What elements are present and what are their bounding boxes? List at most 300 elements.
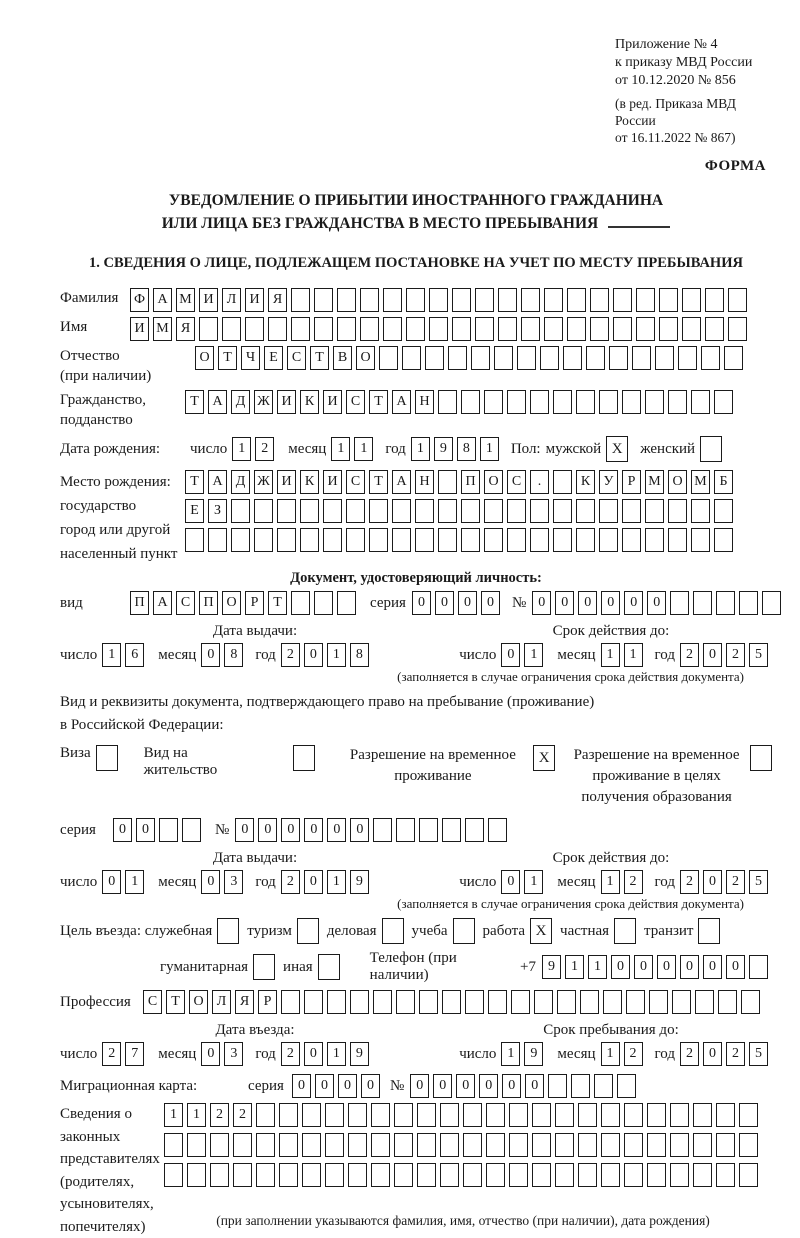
char-box[interactable] — [599, 499, 618, 523]
char-box[interactable] — [379, 346, 398, 370]
char-box[interactable] — [739, 591, 758, 615]
char-box[interactable] — [471, 346, 490, 370]
char-box[interactable] — [668, 390, 687, 414]
char-box[interactable] — [394, 1133, 413, 1157]
char-box[interactable] — [348, 1133, 367, 1157]
char-box[interactable]: С — [287, 346, 306, 370]
char-box[interactable]: 0 — [458, 591, 477, 615]
char-box[interactable] — [557, 990, 576, 1014]
char-box[interactable] — [360, 317, 379, 341]
char-box[interactable] — [509, 1103, 528, 1127]
char-box[interactable]: 2 — [255, 437, 274, 461]
char-box[interactable] — [693, 1163, 712, 1187]
char-box[interactable] — [609, 346, 628, 370]
char-box[interactable] — [245, 317, 264, 341]
char-box[interactable]: 1 — [327, 870, 346, 894]
char-box[interactable]: 0 — [315, 1074, 334, 1098]
char-box[interactable]: Т — [185, 470, 204, 494]
char-box[interactable]: 8 — [224, 643, 243, 667]
char-box[interactable]: Д — [231, 390, 250, 414]
char-box[interactable]: И — [277, 390, 296, 414]
char-box[interactable] — [465, 818, 484, 842]
char-box[interactable] — [645, 390, 664, 414]
char-box[interactable]: 0 — [634, 955, 653, 979]
char-box[interactable] — [448, 346, 467, 370]
char-box[interactable] — [159, 818, 178, 842]
char-box[interactable] — [511, 990, 530, 1014]
char-box[interactable] — [304, 990, 323, 1014]
char-box[interactable]: С — [346, 390, 365, 414]
char-box[interactable]: . — [530, 470, 549, 494]
char-box[interactable]: 1 — [624, 643, 643, 667]
char-box[interactable] — [705, 317, 724, 341]
char-box[interactable] — [484, 390, 503, 414]
char-box[interactable] — [655, 346, 674, 370]
char-box[interactable]: 1 — [411, 437, 430, 461]
char-box[interactable] — [668, 499, 687, 523]
char-box[interactable] — [325, 1133, 344, 1157]
tourism-checkbox[interactable] — [297, 918, 319, 944]
char-box[interactable] — [636, 288, 655, 312]
char-box[interactable]: 0 — [136, 818, 155, 842]
char-box[interactable]: И — [323, 470, 342, 494]
char-box[interactable]: 1 — [501, 1042, 520, 1066]
char-box[interactable]: 1 — [524, 870, 543, 894]
char-box[interactable] — [544, 317, 563, 341]
char-box[interactable] — [348, 1163, 367, 1187]
char-box[interactable] — [530, 390, 549, 414]
char-box[interactable]: 0 — [456, 1074, 475, 1098]
char-box[interactable]: 2 — [680, 870, 699, 894]
char-box[interactable]: 0 — [657, 955, 676, 979]
char-box[interactable] — [716, 1163, 735, 1187]
char-box[interactable]: С — [507, 470, 526, 494]
char-box[interactable] — [314, 591, 333, 615]
char-box[interactable]: 0 — [680, 955, 699, 979]
char-box[interactable]: О — [484, 470, 503, 494]
char-box[interactable]: 9 — [542, 955, 561, 979]
char-box[interactable] — [659, 317, 678, 341]
char-box[interactable] — [383, 288, 402, 312]
char-box[interactable]: И — [323, 390, 342, 414]
char-box[interactable] — [348, 1103, 367, 1127]
char-box[interactable] — [617, 1074, 636, 1098]
char-box[interactable] — [553, 390, 572, 414]
char-box[interactable] — [419, 990, 438, 1014]
char-box[interactable] — [277, 499, 296, 523]
char-box[interactable] — [415, 499, 434, 523]
char-box[interactable]: 0 — [304, 870, 323, 894]
char-box[interactable] — [578, 1133, 597, 1157]
char-box[interactable]: 0 — [601, 591, 620, 615]
char-box[interactable]: 5 — [749, 643, 768, 667]
char-box[interactable]: О — [195, 346, 214, 370]
char-box[interactable] — [716, 1103, 735, 1127]
char-box[interactable]: 2 — [726, 643, 745, 667]
char-box[interactable]: Р — [245, 591, 264, 615]
char-box[interactable]: 1 — [588, 955, 607, 979]
female-checkbox[interactable] — [700, 436, 722, 462]
char-box[interactable]: 9 — [434, 437, 453, 461]
char-box[interactable] — [670, 1133, 689, 1157]
char-box[interactable]: 1 — [354, 437, 373, 461]
char-box[interactable] — [182, 818, 201, 842]
official-checkbox[interactable] — [217, 918, 239, 944]
char-box[interactable] — [647, 1163, 666, 1187]
char-box[interactable]: О — [222, 591, 241, 615]
char-box[interactable] — [369, 499, 388, 523]
char-box[interactable] — [578, 1163, 597, 1187]
char-box[interactable]: 1 — [331, 437, 350, 461]
char-box[interactable] — [555, 1163, 574, 1187]
char-box[interactable] — [396, 990, 415, 1014]
char-box[interactable]: О — [189, 990, 208, 1014]
char-box[interactable]: М — [691, 470, 710, 494]
char-box[interactable] — [394, 1103, 413, 1127]
char-box[interactable] — [373, 818, 392, 842]
char-box[interactable] — [555, 1103, 574, 1127]
char-box[interactable] — [486, 1163, 505, 1187]
temp-residence-edu-checkbox[interactable] — [750, 745, 772, 771]
char-box[interactable] — [670, 1103, 689, 1127]
char-box[interactable] — [613, 317, 632, 341]
char-box[interactable] — [484, 528, 503, 552]
char-box[interactable]: О — [356, 346, 375, 370]
char-box[interactable] — [463, 1133, 482, 1157]
char-box[interactable]: Н — [415, 390, 434, 414]
char-box[interactable]: А — [208, 390, 227, 414]
char-box[interactable] — [498, 288, 517, 312]
char-box[interactable]: А — [392, 390, 411, 414]
char-box[interactable] — [534, 990, 553, 1014]
char-box[interactable] — [461, 499, 480, 523]
char-box[interactable] — [548, 1074, 567, 1098]
char-box[interactable] — [302, 1103, 321, 1127]
char-box[interactable]: 8 — [457, 437, 476, 461]
char-box[interactable]: Т — [166, 990, 185, 1014]
char-box[interactable]: 9 — [350, 870, 369, 894]
char-box[interactable] — [716, 1133, 735, 1157]
char-box[interactable]: А — [153, 288, 172, 312]
char-box[interactable] — [762, 591, 781, 615]
char-box[interactable]: М — [176, 288, 195, 312]
char-box[interactable] — [517, 346, 536, 370]
char-box[interactable]: 0 — [102, 870, 121, 894]
char-box[interactable]: 3 — [224, 870, 243, 894]
char-box[interactable] — [291, 288, 310, 312]
char-box[interactable] — [406, 317, 425, 341]
char-box[interactable] — [599, 390, 618, 414]
char-box[interactable]: 0 — [281, 818, 300, 842]
char-box[interactable] — [540, 346, 559, 370]
char-box[interactable] — [440, 1103, 459, 1127]
char-box[interactable] — [507, 390, 526, 414]
char-box[interactable] — [693, 591, 712, 615]
char-box[interactable] — [281, 990, 300, 1014]
char-box[interactable]: 0 — [201, 870, 220, 894]
char-box[interactable] — [632, 346, 651, 370]
char-box[interactable]: 0 — [611, 955, 630, 979]
char-box[interactable]: Т — [185, 390, 204, 414]
char-box[interactable] — [337, 591, 356, 615]
char-box[interactable]: 1 — [601, 1042, 620, 1066]
char-box[interactable] — [714, 390, 733, 414]
char-box[interactable] — [728, 317, 747, 341]
char-box[interactable]: С — [176, 591, 195, 615]
char-box[interactable] — [279, 1103, 298, 1127]
char-box[interactable]: Б — [714, 470, 733, 494]
char-box[interactable] — [486, 1103, 505, 1127]
char-box[interactable] — [300, 499, 319, 523]
char-box[interactable] — [402, 346, 421, 370]
char-box[interactable]: 5 — [749, 1042, 768, 1066]
char-box[interactable]: Я — [235, 990, 254, 1014]
char-box[interactable] — [714, 528, 733, 552]
char-box[interactable] — [507, 528, 526, 552]
char-box[interactable] — [438, 528, 457, 552]
char-box[interactable]: Т — [310, 346, 329, 370]
char-box[interactable] — [494, 346, 513, 370]
char-box[interactable] — [463, 1103, 482, 1127]
char-box[interactable] — [672, 990, 691, 1014]
char-box[interactable] — [613, 288, 632, 312]
char-box[interactable] — [208, 528, 227, 552]
char-box[interactable]: 0 — [501, 870, 520, 894]
char-box[interactable] — [452, 317, 471, 341]
char-box[interactable]: 1 — [601, 643, 620, 667]
char-box[interactable] — [475, 317, 494, 341]
char-box[interactable] — [463, 1163, 482, 1187]
char-box[interactable] — [256, 1163, 275, 1187]
char-box[interactable] — [553, 528, 572, 552]
char-box[interactable]: У — [599, 470, 618, 494]
char-box[interactable] — [210, 1163, 229, 1187]
char-box[interactable]: 0 — [433, 1074, 452, 1098]
char-box[interactable]: 2 — [680, 1042, 699, 1066]
char-box[interactable] — [210, 1133, 229, 1157]
char-box[interactable]: Я — [268, 288, 287, 312]
char-box[interactable]: Т — [369, 390, 388, 414]
char-box[interactable] — [553, 499, 572, 523]
char-box[interactable]: Л — [222, 288, 241, 312]
char-box[interactable] — [739, 1163, 758, 1187]
char-box[interactable]: 0 — [726, 955, 745, 979]
char-box[interactable] — [371, 1163, 390, 1187]
char-box[interactable] — [323, 499, 342, 523]
char-box[interactable] — [728, 288, 747, 312]
char-box[interactable] — [530, 528, 549, 552]
char-box[interactable] — [563, 346, 582, 370]
char-box[interactable]: Я — [176, 317, 195, 341]
temp-residence-checkbox[interactable]: X — [533, 745, 555, 771]
private-checkbox[interactable] — [614, 918, 636, 944]
char-box[interactable]: С — [143, 990, 162, 1014]
char-box[interactable]: Ж — [254, 470, 273, 494]
char-box[interactable] — [323, 528, 342, 552]
char-box[interactable]: Т — [369, 470, 388, 494]
char-box[interactable]: 6 — [125, 643, 144, 667]
char-box[interactable]: 0 — [578, 591, 597, 615]
study-checkbox[interactable] — [453, 918, 475, 944]
char-box[interactable]: 2 — [726, 870, 745, 894]
char-box[interactable] — [601, 1133, 620, 1157]
char-box[interactable] — [521, 288, 540, 312]
visa-checkbox[interactable] — [96, 745, 118, 771]
char-box[interactable] — [164, 1163, 183, 1187]
char-box[interactable] — [659, 288, 678, 312]
char-box[interactable] — [509, 1163, 528, 1187]
char-box[interactable] — [277, 528, 296, 552]
char-box[interactable] — [406, 288, 425, 312]
char-box[interactable]: И — [245, 288, 264, 312]
char-box[interactable]: Л — [212, 990, 231, 1014]
char-box[interactable]: З — [208, 499, 227, 523]
char-box[interactable]: 0 — [703, 955, 722, 979]
char-box[interactable] — [624, 1103, 643, 1127]
char-box[interactable] — [601, 1163, 620, 1187]
char-box[interactable]: 0 — [304, 643, 323, 667]
char-box[interactable]: 1 — [164, 1103, 183, 1127]
char-box[interactable]: 0 — [555, 591, 574, 615]
char-box[interactable]: Ч — [241, 346, 260, 370]
char-box[interactable] — [222, 317, 241, 341]
char-box[interactable] — [429, 288, 448, 312]
char-box[interactable]: М — [153, 317, 172, 341]
char-box[interactable]: 0 — [361, 1074, 380, 1098]
char-box[interactable]: 0 — [501, 643, 520, 667]
char-box[interactable] — [532, 1103, 551, 1127]
male-checkbox[interactable]: X — [606, 436, 628, 462]
char-box[interactable] — [647, 1103, 666, 1127]
char-box[interactable]: В — [333, 346, 352, 370]
char-box[interactable] — [599, 528, 618, 552]
char-box[interactable] — [256, 1133, 275, 1157]
char-box[interactable]: 0 — [525, 1074, 544, 1098]
char-box[interactable] — [187, 1163, 206, 1187]
char-box[interactable] — [691, 499, 710, 523]
char-box[interactable] — [553, 470, 572, 494]
char-box[interactable]: П — [461, 470, 480, 494]
char-box[interactable]: Ф — [130, 288, 149, 312]
char-box[interactable]: 0 — [350, 818, 369, 842]
char-box[interactable]: 1 — [125, 870, 144, 894]
char-box[interactable] — [714, 499, 733, 523]
char-box[interactable] — [530, 499, 549, 523]
char-box[interactable] — [670, 1163, 689, 1187]
char-box[interactable]: 0 — [624, 591, 643, 615]
char-box[interactable]: 3 — [224, 1042, 243, 1066]
char-box[interactable]: 2 — [726, 1042, 745, 1066]
char-box[interactable]: 0 — [481, 591, 500, 615]
char-box[interactable] — [695, 990, 714, 1014]
char-box[interactable]: 0 — [435, 591, 454, 615]
char-box[interactable]: 0 — [304, 818, 323, 842]
char-box[interactable] — [199, 317, 218, 341]
char-box[interactable] — [624, 1163, 643, 1187]
char-box[interactable]: 2 — [102, 1042, 121, 1066]
char-box[interactable]: 0 — [647, 591, 666, 615]
char-box[interactable] — [580, 990, 599, 1014]
char-box[interactable]: 1 — [327, 643, 346, 667]
char-box[interactable] — [571, 1074, 590, 1098]
char-box[interactable]: М — [645, 470, 664, 494]
char-box[interactable] — [440, 1133, 459, 1157]
char-box[interactable] — [350, 990, 369, 1014]
char-box[interactable]: 0 — [304, 1042, 323, 1066]
char-box[interactable] — [187, 1133, 206, 1157]
char-box[interactable] — [739, 1103, 758, 1127]
residence-permit-checkbox[interactable] — [293, 745, 315, 771]
char-box[interactable] — [521, 317, 540, 341]
char-box[interactable]: 9 — [350, 1042, 369, 1066]
char-box[interactable] — [576, 390, 595, 414]
char-box[interactable]: Р — [258, 990, 277, 1014]
char-box[interactable] — [691, 390, 710, 414]
char-box[interactable]: 1 — [102, 643, 121, 667]
char-box[interactable] — [461, 390, 480, 414]
char-box[interactable] — [254, 528, 273, 552]
char-box[interactable] — [231, 499, 250, 523]
char-box[interactable]: 0 — [338, 1074, 357, 1098]
char-box[interactable] — [475, 288, 494, 312]
transit-checkbox[interactable] — [698, 918, 720, 944]
char-box[interactable]: 0 — [201, 1042, 220, 1066]
char-box[interactable] — [452, 288, 471, 312]
char-box[interactable] — [231, 528, 250, 552]
char-box[interactable] — [578, 1103, 597, 1127]
char-box[interactable] — [373, 990, 392, 1014]
char-box[interactable] — [438, 390, 457, 414]
char-box[interactable] — [645, 499, 664, 523]
char-box[interactable] — [438, 499, 457, 523]
char-box[interactable] — [484, 499, 503, 523]
char-box[interactable]: Н — [415, 470, 434, 494]
char-box[interactable] — [346, 528, 365, 552]
char-box[interactable]: С — [346, 470, 365, 494]
char-box[interactable] — [417, 1133, 436, 1157]
char-box[interactable] — [360, 288, 379, 312]
char-box[interactable] — [668, 528, 687, 552]
char-box[interactable]: 1 — [480, 437, 499, 461]
char-box[interactable] — [465, 990, 484, 1014]
char-box[interactable]: 2 — [680, 643, 699, 667]
char-box[interactable]: 2 — [281, 643, 300, 667]
char-box[interactable]: Т — [268, 591, 287, 615]
char-box[interactable]: 2 — [210, 1103, 229, 1127]
char-box[interactable] — [442, 990, 461, 1014]
char-box[interactable] — [678, 346, 697, 370]
char-box[interactable] — [601, 1103, 620, 1127]
char-box[interactable] — [417, 1103, 436, 1127]
char-box[interactable] — [425, 346, 444, 370]
char-box[interactable]: И — [277, 470, 296, 494]
char-box[interactable] — [594, 1074, 613, 1098]
char-box[interactable] — [371, 1103, 390, 1127]
char-box[interactable] — [291, 591, 310, 615]
char-box[interactable] — [327, 990, 346, 1014]
char-box[interactable]: 1 — [187, 1103, 206, 1127]
char-box[interactable]: И — [199, 288, 218, 312]
char-box[interactable] — [291, 317, 310, 341]
char-box[interactable] — [279, 1133, 298, 1157]
char-box[interactable] — [302, 1133, 321, 1157]
char-box[interactable] — [544, 288, 563, 312]
char-box[interactable] — [701, 346, 720, 370]
char-box[interactable] — [682, 288, 701, 312]
char-box[interactable]: 0 — [201, 643, 220, 667]
char-box[interactable] — [647, 1133, 666, 1157]
char-box[interactable]: П — [199, 591, 218, 615]
